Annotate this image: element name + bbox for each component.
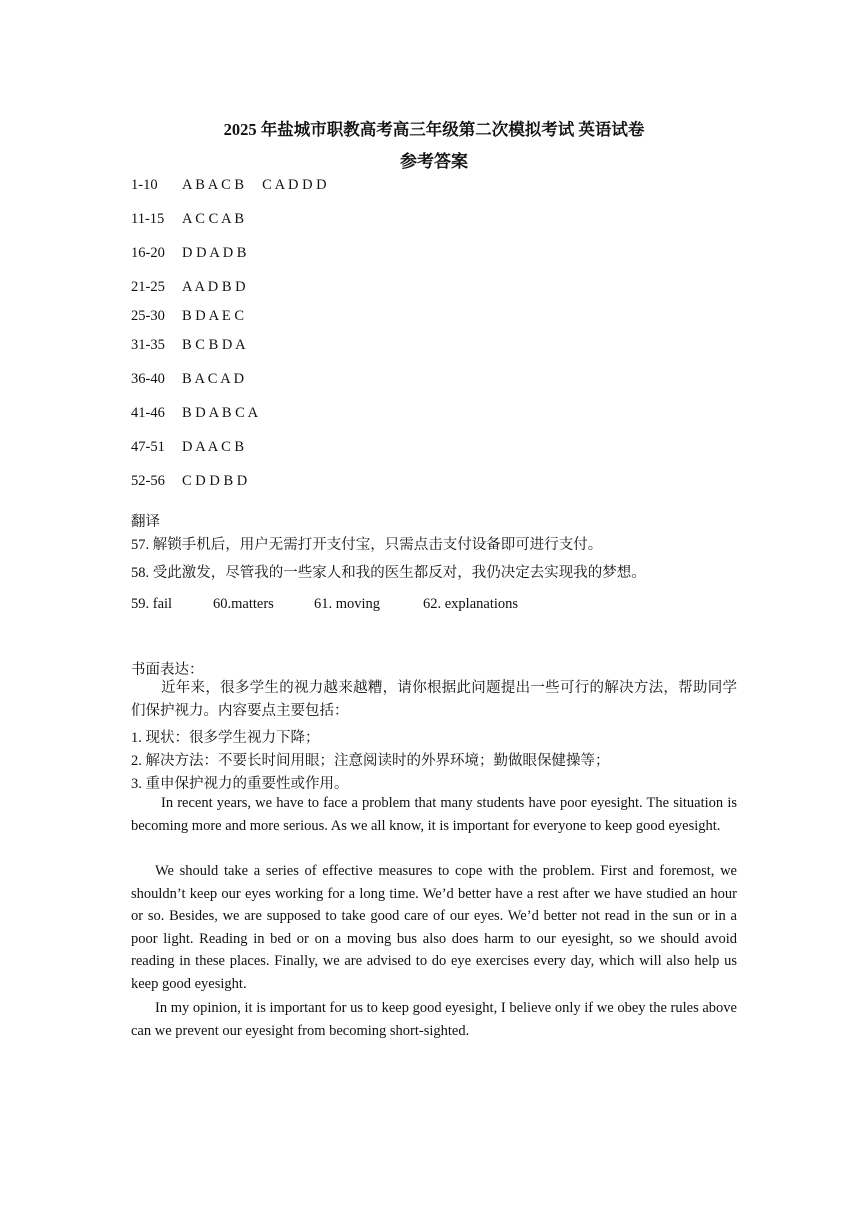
answer-range: 21-25	[131, 279, 165, 295]
answer-row	[131, 371, 244, 388]
answer-row	[131, 245, 246, 262]
answer-range: 52-56	[131, 473, 165, 489]
answer-row	[131, 473, 247, 490]
answer-row	[131, 308, 244, 325]
answer-range: 41-46	[131, 405, 165, 421]
essay-paragraph-1: In recent years, we have to face a problem that many students have poor eyesight. The situation is becoming more and more serious. As we all know, it is important for everyone to keep good eyesight.	[131, 795, 737, 834]
answer-row	[131, 439, 244, 456]
writing-heading: 书面表达：	[131, 662, 204, 678]
translation-heading: 翻译	[131, 514, 160, 530]
fill-62: 62. explanations	[423, 596, 519, 612]
answer-letters: B D A B C A	[182, 405, 259, 421]
answer-letters: A B A C B C A D D D	[182, 177, 327, 193]
answer-letters: C D D B D	[182, 473, 248, 489]
answer-row	[131, 279, 246, 296]
answer-range: 25-30	[131, 308, 165, 324]
page-title: 2025 年盐城市职教高考高三年级第二次模拟考试 英语试卷	[223, 120, 645, 139]
answer-letters: D D A D B	[182, 245, 247, 261]
answer-range: 36-40	[131, 371, 165, 387]
essay-paragraph-2: We should take a series of effective measures to cope with the problem. First and foremost, we shouldn’t keep our eyes working for a long time. We’d better have a rest after we have studied an hour or so. Besides, we are supposed to take good care of our eyes. We’d better not read in the sun or in a poor light. Reading in bed or on a moving bus also does harm to our eyesight, so we should avoid reading in these places. Finally, we are advised to do eye exercises every day, which will also help us keep good eyesight.	[131, 863, 737, 992]
writing-point-2: 2. 解决方法：不要长时间用眼；注意阅读时的外界环境；勤做眼保健操等；	[131, 753, 610, 769]
writing-point-3: 3. 重申保护视力的重要性或作用。	[131, 776, 349, 792]
answer-letters: A A D B D	[182, 279, 246, 295]
answer-range: 11-15	[131, 211, 165, 227]
fill-59: 59. fail	[131, 596, 173, 612]
answer-range: 16-20	[131, 245, 165, 261]
answer-row	[131, 337, 246, 354]
essay-paragraph-3: In my opinion, it is important for us to keep good eyesight, I believe only if we obey the rules above can we prevent our eyesight from becoming short-sighted.	[131, 1000, 737, 1039]
answer-letters: B C B D A	[182, 337, 246, 353]
answer-range: 47-51	[131, 439, 165, 455]
writing-point-1: 1. 现状：很多学生视力下降；	[131, 730, 320, 746]
answer-letters: D A A C B	[182, 439, 245, 455]
fill-61: 61. moving	[314, 596, 381, 612]
translation-58: 58. 受此激发，尽管我的一些家人和我的医生都反对，我仍决定去实现我的梦想。	[131, 565, 646, 581]
translation-57: 57. 解锁手机后，用户无需打开支付宝，只需点击支付设备即可进行支付。	[131, 537, 603, 553]
answer-letters: A C C A B	[182, 211, 245, 227]
page-subtitle: 参考答案	[400, 152, 468, 171]
answer-letters: B D A E C	[182, 308, 245, 324]
answer-row	[131, 405, 258, 422]
answer-letters: B A C A D	[182, 371, 245, 387]
answer-row	[131, 211, 244, 228]
fill-60: 60.matters	[213, 596, 274, 612]
answer-range: 31-35	[131, 337, 165, 353]
answer-row	[131, 177, 327, 194]
answer-range: 1-10	[131, 177, 158, 193]
writing-prompt: 近年来，很多学生的视力越来越糟，请你根据此问题提出一些可行的解决方法，帮助同学们保护视力。内容要点主要包括：	[131, 680, 737, 719]
